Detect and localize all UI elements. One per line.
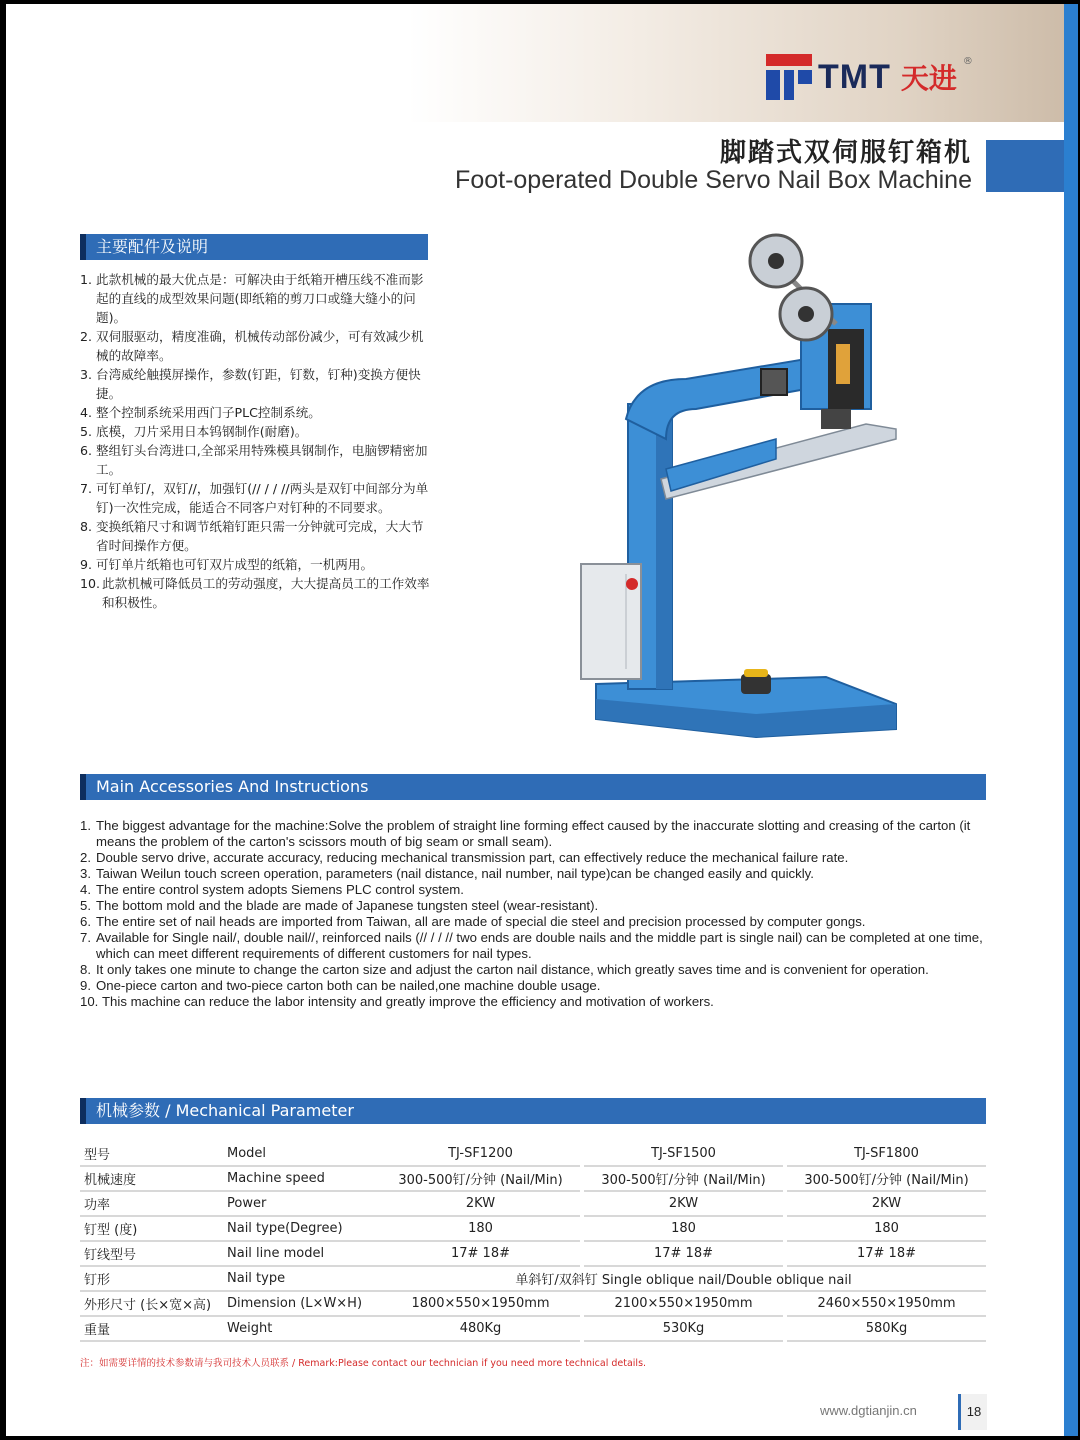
right-accent-strip: [1064, 4, 1078, 1436]
accessories-list-cn: [80, 270, 436, 612]
section-heading-en: Main Accessories And Instructions: [80, 774, 986, 800]
table-row: 重量 Weight 480Kg 530Kg 580Kg: [80, 1316, 986, 1341]
list-item: 5. 底模，刀片采用日本钨钢制作(耐磨)。: [80, 424, 308, 439]
list-item: 3. 台湾威纶触摸屏操作，参数(钉距，钉数，钉种)变换方便快捷。: [80, 367, 421, 401]
table-row: 钉型 (度) Nail type(Degree) 180 180 180: [80, 1216, 986, 1241]
list-item: 2. Double servo drive, accurate accuracy, reducing mechanical transmission part, can effectively reduce the mechanical failure rate.: [80, 850, 849, 865]
brochure-page: [6, 4, 1064, 1436]
page-number: 18: [958, 1394, 987, 1430]
title-cn: 脚踏式双伺服钉箱机: [719, 138, 972, 168]
emergency-stop-icon: [626, 578, 638, 590]
table-row: 型号 Model TJ-SF1200 TJ-SF1500 TJ-SF1800: [80, 1142, 986, 1166]
section-heading-params: 机械参数 / Mechanical Parameter: [80, 1098, 986, 1124]
table-row: 功率 Power 2KW 2KW 2KW: [80, 1191, 986, 1216]
table-row: 钉形 Nail type 单斜钉/双斜钉 Single oblique nail/Double oblique nail: [80, 1266, 986, 1291]
list-item: 1. 此款机械的最大优点是：可解决由于纸箱开槽压线不准而影起的直线的成型效果问题(即纸箱的剪刀口或缝大缝小的问题)。: [80, 272, 424, 325]
list-item: 4. 整个控制系统采用西门子PLC控制系统。: [80, 405, 321, 420]
list-item: 7. Available for Single nail/, double nail//, reinforced nails (// / / // two ends are double nails and the middle part is single nail) can be completed at one time, which can meet different requirements of different customers for nail types.: [80, 930, 983, 961]
list-item: 1. The biggest advantage for the machine:Solve the problem of straight line forming effect caused by the inaccurate slotting and creasing of the carton (it means the problem of the carton's scissors mouth of big seam or small seam).: [80, 818, 971, 849]
list-item: 10. This machine can reduce the labor intensity and greatly improve the efficiency and motivation of workers.: [80, 994, 714, 1009]
list-item: 6. The entire set of nail heads are imported from Taiwan, all are made of special die steel and precision processed by computer gongs.: [80, 914, 866, 929]
brand-name: TMT: [818, 57, 891, 96]
brand-name-cn: 天进: [900, 62, 957, 95]
remark-note: 注：如需要详情的技术参数请与我司技术人员联系 / Remark:Please contact our technician if you need more technical details.: [80, 1358, 647, 1369]
list-item: 8. It only takes one minute to change the carton size and adjust the carton nail distance, which greatly saves time and is convenient for operation.: [80, 962, 929, 977]
brand-logo: [766, 50, 973, 104]
list-item: 7. 可钉单钉/，双钉//，加强钉(// / / //两头是双钉中间部分为单钉)一次性完成，能适合不同客户对钉种的不同要求。: [80, 481, 429, 515]
table-row: 钉线型号 Nail line model 17# 18# 17# 18# 17# 18#: [80, 1241, 986, 1266]
list-item: 4. The entire control system adopts Siemens PLC control system.: [80, 882, 464, 897]
table-row: 外形尺寸 (长×宽×高) Dimension (L×W×H) 1800×550×1950mm 2100×550×1950mm 2460×550×1950mm: [80, 1291, 986, 1316]
list-item: 2. 双伺服驱动，精度准确，机械传动部份减少，可有效减少机械的故障率。: [80, 329, 424, 363]
footer-url: www.dgtianjin.cn: [820, 1403, 917, 1418]
list-item: 10. 此款机械可降低员工的劳动强度，大大提高员工的工作效率和积极性。: [80, 576, 430, 610]
list-item: 9. One-piece carton and two-piece carton both can be nailed,one machine double usage.: [80, 978, 601, 993]
list-item: 3. Taiwan Weilun touch screen operation, parameters (nail distance, nail number, nail type)can be changed easily and quickly.: [80, 866, 814, 881]
list-item: 6. 整组钉头台湾进口,全部采用特殊模具钢制作，电脑锣精密加工。: [80, 443, 428, 477]
list-item: 5. The bottom mold and the blade are made of Japanese tungsten steel (wear-resistant).: [80, 898, 599, 913]
section-heading-cn: 主要配件及说明: [80, 234, 428, 260]
parameter-table: [80, 1142, 986, 1342]
list-item: 8. 变换纸箱尺寸和调节纸箱钉距只需一分钟就可完成，大大节省时间操作方便。: [80, 519, 424, 553]
machine-illustration: [566, 229, 946, 744]
tmt-logo-icon: [766, 54, 812, 100]
title-en: Foot-operated Double Servo Nail Box Machine: [455, 166, 972, 194]
title-accent-block: [986, 140, 1064, 192]
list-item: 9. 可钉单片纸箱也可钉双片成型的纸箱，一机两用。: [80, 557, 374, 572]
touch-screen-icon: [761, 369, 787, 395]
accessories-list-en: [80, 818, 990, 1010]
table-row: 机械速度 Machine speed 300-500钉/分钟 (Nail/Min) 300-500钉/分钟 (Nail/Min) 300-500钉/分钟 (Nail/Min): [80, 1166, 986, 1191]
registered-mark: ®: [962, 56, 973, 67]
